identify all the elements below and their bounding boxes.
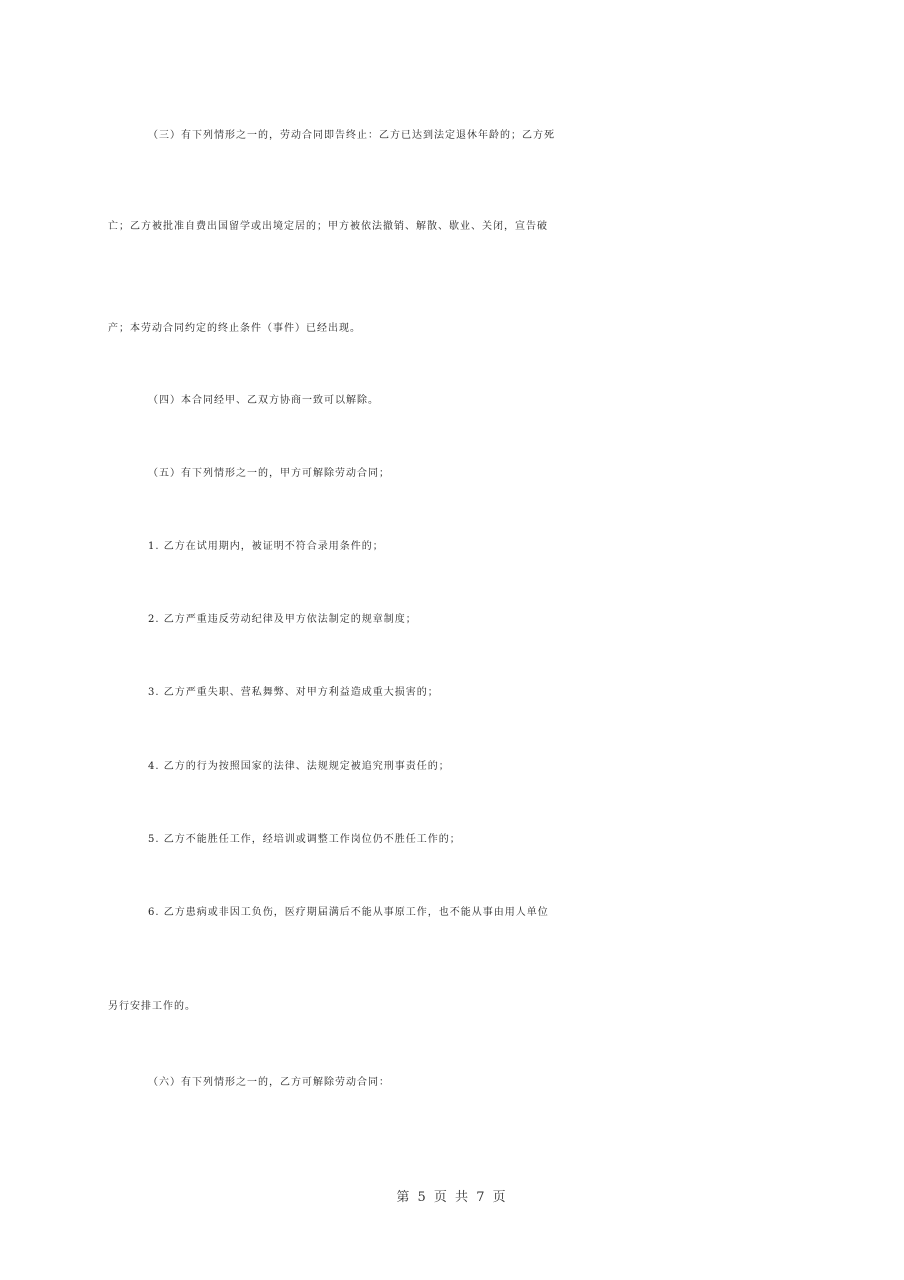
paragraph-3-line-3: 产；本劳动合同约定的终止条件（事件）已经出现。	[108, 323, 361, 334]
item-6-line-1: 6. 乙方患病或非因工负伤，医疗期届满后不能从事原工作，也不能从事由用人单位	[148, 907, 549, 918]
item-5: 5. 乙方不能胜任工作，经培训或调整工作岗位仍不胜任工作的；	[148, 834, 461, 845]
item-4: 4. 乙方的行为按照国家的法律、法规规定被追究刑事责任的；	[148, 761, 450, 772]
page-number-footer: 第 5 页 共 7 页	[396, 1190, 508, 1205]
paragraph-3-line-1: （三）有下列情形之一的，劳动合同即告终止：乙方已达到法定退休年龄的；乙方死	[148, 130, 555, 141]
paragraph-3-line-2: 亡；乙方被批准自费出国留学或出境定居的；甲方被依法撤销、解散、歇业、关闭，宣告破	[108, 221, 548, 232]
item-3: 3. 乙方严重失职、营私舞弊、对甲方利益造成重大损害的；	[148, 687, 439, 698]
paragraph-5: （五）有下列情形之一的，甲方可解除劳动合同；	[148, 468, 390, 479]
item-2: 2. 乙方严重违反劳动纪律及甲方依法制定的规章制度；	[148, 614, 417, 625]
item-6-line-2: 另行安排工作的。	[108, 1001, 196, 1012]
item-1: 1. 乙方在试用期内，被证明不符合录用条件的；	[148, 541, 384, 552]
paragraph-4: （四）本合同经甲、乙双方协商一致可以解除。	[148, 395, 379, 406]
paragraph-6: （六）有下列情形之一的，乙方可解除劳动合同：	[148, 1077, 390, 1088]
